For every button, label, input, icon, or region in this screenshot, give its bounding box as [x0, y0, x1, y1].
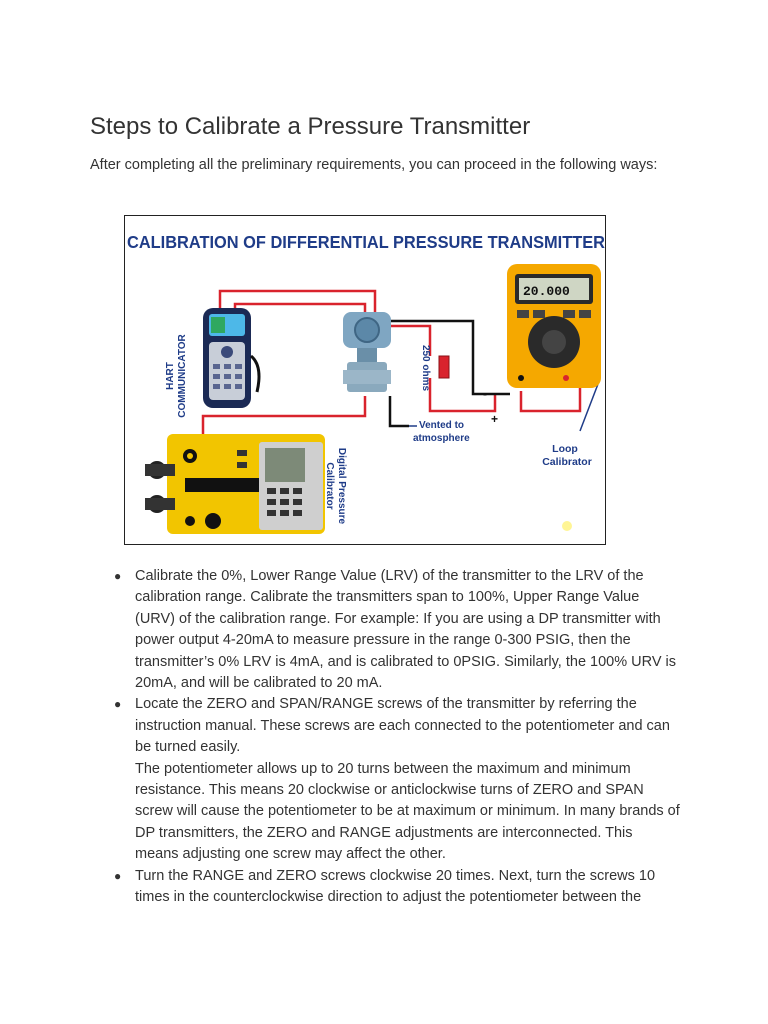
list-item — [90, 694, 680, 865]
dpc-label-line-2: Calibrator — [324, 462, 335, 510]
loop-calibrator-device — [507, 264, 601, 388]
diagram-banner: CALIBRATION OF DIFFERENTIAL PRESSURE TRANSMITTER — [127, 232, 605, 252]
resistor — [439, 356, 449, 378]
vented-label-line-2: atmosphere — [413, 433, 470, 444]
bullet-icon: ● — [114, 569, 122, 583]
step-text: Locate the ZERO and SPAN/RANGE screws of the transmitter by referring the instruction manual. These screws are each connected to the potentiometer and can be turned easily. — [135, 696, 670, 756]
intro-paragraph: After completing all the preliminary requirements, you can proceed in the following ways: — [90, 157, 658, 173]
meter-reading: 20.000 — [523, 284, 570, 299]
page-title: Steps to Calibrate a Pressure Transmitter — [90, 113, 531, 140]
vented-label-line-1: Vented to — [419, 420, 465, 431]
minus-terminal-label: - — [483, 387, 487, 401]
bullet-icon: ● — [114, 868, 122, 883]
dpc-label-line-1: Digital Pressure — [336, 447, 347, 525]
step-text-continuation: The potentiometer allows up to 20 turns between the maximum and minimum resistance. This means 20 clockwise or anticlockwise turns of ZERO and SPAN screw will cause the potentiometer to be at maximum or minimum. In many brands of DP transmitters, the ZERO and RANGE adjustments are interconnected. This means adjusting one screw may affect the other. — [135, 760, 680, 863]
loop-label-line-2: Calibrator — [542, 456, 592, 468]
calibration-diagram — [124, 215, 606, 545]
dp-transmitter-device — [343, 312, 391, 392]
steps-list — [90, 566, 680, 909]
step-text: Calibrate the 0%, Lower Range Value (LRV) of the transmitter to the LRV of the calibration range. Calibrate the transmitters span to 100%, Upper Range Value (URV) of the calibration range. For example: If you are using a DP transmitter with power output 4-20mA to measure pressure in the range 0-300 PSIG, then the transmitter’s 0% LRV is 4mA, and is calibrated to 0PSIG. Similarly, the 100% URV is 20mA, and will be calibrated to 20 mA. — [135, 568, 677, 692]
plus-terminal-label: + — [491, 412, 499, 426]
hart-label-line-2: COMMUNICATOR — [177, 334, 188, 418]
hart-communicator-device — [203, 308, 259, 408]
hart-label-line-1: HART — [165, 362, 176, 390]
digital-pressure-calibrator-device — [145, 434, 325, 534]
list-item — [90, 566, 680, 694]
loop-label-line-1: Loop — [552, 443, 578, 455]
list-item — [90, 866, 680, 909]
resistor-label: 250 ohms — [420, 344, 431, 392]
bullet-icon: ● — [114, 697, 122, 712]
step-text: Turn the RANGE and ZERO screws clockwise 20 times. Next, turn the screws 10 times in the counterclockwise direction to adjust the potentiometer between the — [135, 867, 656, 906]
